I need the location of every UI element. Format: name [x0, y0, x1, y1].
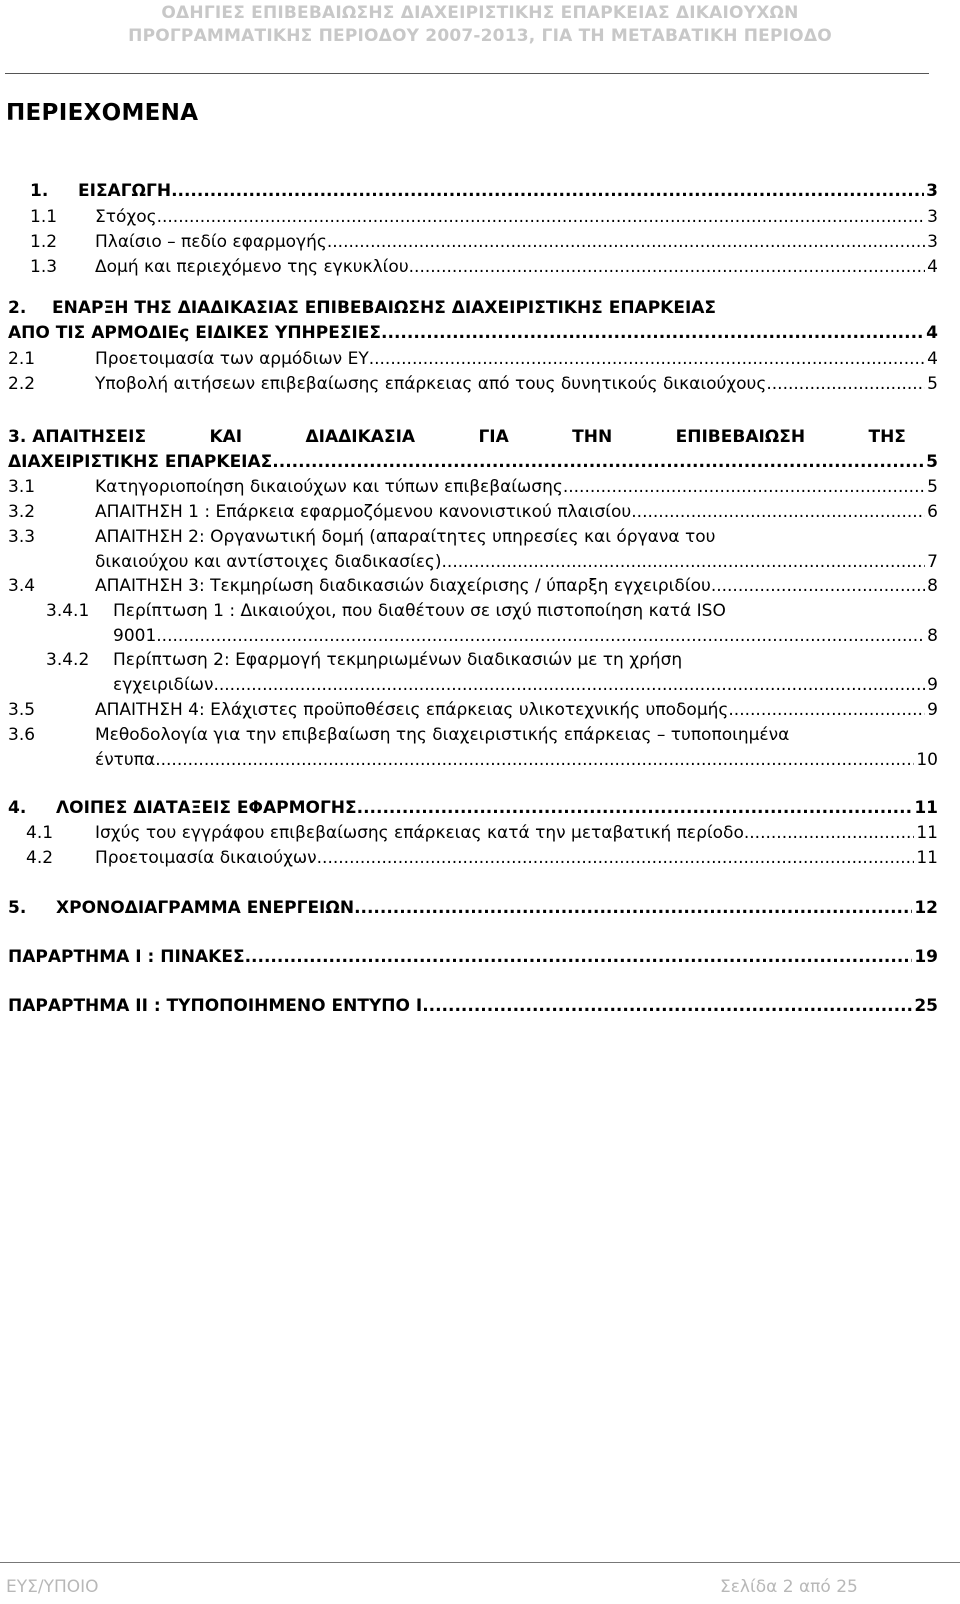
toc-page: 11	[916, 848, 938, 868]
toc-text: Υποβολή αιτήσεων επιβεβαίωσης επάρκειας από τους δυνητικούς δικαιούχους	[95, 374, 767, 394]
footer-divider	[0, 1562, 960, 1564]
toc-leader	[728, 698, 925, 723]
toc-page: 5	[927, 477, 938, 497]
toc-leader	[711, 574, 925, 599]
toc-text: Δομή και περιεχόμενο της εγκυκλίου	[95, 257, 409, 277]
toc-entry-5[interactable]	[8, 896, 938, 921]
toc-leader	[155, 748, 914, 773]
toc-entry-4-2[interactable]	[26, 846, 938, 871]
toc-page: 6	[927, 502, 938, 522]
toc-page: 8	[927, 626, 938, 646]
toc-text: Προετοιμασία δικαιούχων	[95, 848, 317, 868]
toc-leader	[381, 321, 924, 346]
toc-number: 2.1	[8, 349, 36, 369]
toc-text: ΛΟΙΠΕΣ ΔΙΑΤΑΞΕΙΣ ΕΦΑΡΜΟΓΗΣ	[56, 798, 357, 818]
toc-entry-2-1[interactable]	[8, 347, 938, 372]
toc-text-line-2: εγχειριδίων	[113, 675, 214, 695]
toc-number: 4.	[8, 798, 27, 818]
toc-leader	[766, 372, 925, 397]
toc-number: 3.1	[8, 477, 36, 497]
toc-number: 5.	[8, 898, 27, 918]
toc-leader	[354, 896, 912, 921]
toc-entry-annex-1[interactable]	[8, 945, 938, 970]
toc-leader	[357, 796, 913, 821]
toc-text: ΕΙΣΑΓΩΓΗ	[78, 181, 172, 201]
toc-number: 1.1	[30, 207, 58, 227]
toc-title: ΠΕΡΙΕΧΟΜΕΝΑ	[6, 100, 199, 126]
toc-entry-3-3[interactable]	[8, 525, 938, 575]
toc-number: 3.4.2	[46, 650, 90, 670]
toc-text: ΑΠΑΙΤΗΣΗ 3: Τεκμηρίωση διαδικασιών διαχείρισης / ύπαρξη εγχειριδίου	[95, 576, 711, 596]
toc-entry-1[interactable]	[30, 179, 938, 204]
header-title-line-1: ΟΔΗΓΙΕΣ ΕΠΙΒΕΒΑΙΩΣΗΣ ΔΙΑΧΕΙΡΙΣΤΙΚΗΣ ΕΠΑΡΚΕΙΑΣ ΔΙΚΑΙΟΥΧΩΝ	[161, 3, 799, 23]
toc-text-line-1: Περίπτωση 1 : Δικαιούχοι, που διαθέτουν σε ισχύ πιστοποίηση κατά ISO	[113, 601, 726, 621]
toc-text-line-2: 9001	[113, 626, 157, 646]
toc-number: 4.2	[26, 848, 54, 868]
toc-leader	[327, 230, 925, 255]
toc-word: ΤΗΣ	[868, 427, 906, 447]
toc-entry-1-3[interactable]	[30, 255, 938, 280]
toc-entry-3-5[interactable]	[8, 698, 938, 723]
toc-page: 5	[926, 452, 938, 472]
toc-number: 2.2	[8, 374, 36, 394]
toc-page: 12	[914, 898, 938, 918]
toc-text: Προετοιμασία των αρμόδιων ΕΥ	[95, 349, 369, 369]
toc-text-line-2: δικαιούχου και αντίστοιχες διαδικασίες)	[95, 552, 442, 572]
toc-leader	[272, 450, 924, 475]
toc-page: 10	[916, 750, 938, 770]
toc-page: 4	[926, 323, 938, 343]
toc-leader	[157, 205, 926, 230]
toc-leader	[213, 673, 925, 698]
footer-page-number: Σελίδα 2 από 25	[720, 1577, 858, 1597]
toc-number: 3. ΑΠΑΙΤΗΣΕΙΣ	[8, 427, 147, 447]
toc-page: 9	[927, 675, 938, 695]
toc-leader	[245, 945, 913, 970]
toc-page: 3	[927, 232, 938, 252]
toc-entry-2-2[interactable]	[8, 372, 938, 397]
toc-page: 9	[927, 700, 938, 720]
toc-entry-4-1[interactable]	[26, 821, 938, 846]
toc-leader	[749, 821, 914, 846]
toc-entry-1-1[interactable]	[30, 205, 938, 230]
toc-text: ΠΑΡΑΡΤΗΜΑ Ι : ΠΙΝΑΚΕΣ	[8, 947, 245, 967]
toc-page: 4	[927, 349, 938, 369]
toc-text: Πλαίσιο – πεδίο εφαρμογής	[95, 232, 327, 252]
toc-text-line-2: ΔΙΑΧΕΙΡΙΣΤΙΚΗΣ ΕΠΑΡΚΕΙΑΣ	[8, 452, 273, 472]
toc-number: 3.6	[8, 725, 36, 745]
toc-text: ΠΑΡΑΡΤΗΜΑ ΙΙ : ΤΥΠΟΠΟΙΗΜΕΝΟ ΕΝΤΥΠΟ Ι	[8, 996, 423, 1016]
toc-text-line-2: έντυπα	[95, 750, 156, 770]
toc-number: 3.4	[8, 576, 36, 596]
toc-number: 4.1	[26, 823, 54, 843]
toc-leader	[631, 500, 925, 525]
toc-entry-2[interactable]	[8, 296, 938, 346]
toc-text-line-1: Μεθοδολογία για την επιβεβαίωση της διαχειριστικής επάρκειας – τυποποιημένα	[95, 725, 790, 745]
toc-leader	[156, 624, 925, 649]
toc-leader	[409, 255, 926, 280]
toc-text-line-1: ΕΝΑΡΞΗ ΤΗΣ ΔΙΑΔΙΚΑΣΙΑΣ ΕΠΙΒΕΒΑΙΩΣΗΣ ΔΙΑΧΕΙΡΙΣΤΙΚΗΣ ΕΠΑΡΚΕΙΑΣ	[52, 298, 717, 318]
toc-text: ΑΠΑΙΤΗΣΗ 4: Ελάχιστες προϋποθέσεις επάρκειας υλικοτεχνικής υποδομής	[95, 700, 729, 720]
header-divider	[5, 73, 929, 74]
toc-page: 3	[927, 207, 938, 227]
toc-entry-annex-2[interactable]	[8, 994, 938, 1019]
header-title-line-2: ΠΡΟΓΡΑΜΜΑΤΙΚΗΣ ΠΕΡΙΟΔΟΥ 2007-2013, ΓΙΑ ΤΗ ΜΕΤΑΒΑΤΙΚΗ ΠΕΡΙΟΔΟ	[128, 26, 832, 46]
toc-leader	[422, 994, 912, 1019]
toc-number: 1.2	[30, 232, 58, 252]
toc-page: 5	[927, 374, 938, 394]
toc-word: ΤΗΝ	[572, 427, 613, 447]
toc-number: 3.4.1	[46, 601, 90, 621]
toc-text: ΑΠΑΙΤΗΣΗ 1 : Επάρκεια εφαρμοζόμενου κανονιστικού πλαισίου	[95, 502, 632, 522]
toc-leader	[317, 846, 915, 871]
toc-number: 3.5	[8, 700, 36, 720]
toc-entry-3[interactable]	[8, 425, 938, 475]
toc-word: ΔΙΑΔΙΚΑΣΙΑ	[305, 427, 416, 447]
toc-page: 19	[914, 947, 938, 967]
toc-text-line-2: ΑΠΟ ΤΙΣ ΑΡΜΟΔΙΕς ΕΙΔΙΚΕΣ ΥΠΗΡΕΣΙΕΣ	[8, 323, 382, 343]
toc-entry-3-6[interactable]	[8, 723, 938, 773]
toc-leader	[442, 550, 926, 575]
toc-page: 11	[916, 823, 938, 843]
toc-leader	[563, 475, 925, 500]
toc-page: 7	[927, 552, 938, 572]
toc-leader	[171, 179, 924, 204]
toc-text: Στόχος	[95, 207, 157, 227]
toc-text-line-1: Περίπτωση 2: Εφαρμογή τεκμηριωμένων διαδικασιών με τη χρήση	[113, 650, 683, 670]
toc-word: ΚΑΙ	[209, 427, 243, 447]
toc-entry-3-4[interactable]	[8, 574, 938, 599]
toc-word: ΓΙΑ	[478, 427, 509, 447]
toc-entry-3-4-2[interactable]	[46, 648, 938, 698]
toc-text: ΧΡΟΝΟΔΙΑΓΡΑΜΜΑ ΕΝΕΡΓΕΙΩΝ	[56, 898, 355, 918]
toc-page: 25	[914, 996, 938, 1016]
toc-number: 1.	[30, 181, 49, 201]
toc-number: 1.3	[30, 257, 58, 277]
toc-entry-4[interactable]	[8, 796, 938, 821]
toc-page: 11	[914, 798, 938, 818]
toc-number: 3.3	[8, 527, 36, 547]
toc-leader	[369, 347, 925, 372]
toc-entry-3-4-1[interactable]	[46, 599, 938, 649]
toc-page: 4	[927, 257, 938, 277]
toc-text: Ισχύς του εγγράφου επιβεβαίωσης επάρκειας κατά την μεταβατική περίοδο.	[95, 823, 750, 843]
toc-number: 2.	[8, 298, 27, 318]
toc-number: 3.2	[8, 502, 36, 522]
toc-page: 3	[926, 181, 938, 201]
footer-organization: ΕΥΣ/ΥΠΟΙΟ	[6, 1577, 99, 1597]
toc-entry-3-2[interactable]	[8, 500, 938, 525]
toc-text-line-1: ΑΠΑΙΤΗΣΗ 2: Οργανωτική δομή (απαραίτητες υπηρεσίες και όργανα του	[95, 527, 716, 547]
toc-text: Κατηγοριοποίηση δικαιούχων και τύπων επιβεβαίωσης	[95, 477, 563, 497]
toc-word: ΕΠΙΒΕΒΑΙΩΣΗ	[675, 427, 806, 447]
toc-entry-1-2[interactable]	[30, 230, 938, 255]
toc-entry-3-1[interactable]	[8, 475, 938, 500]
toc-page: 8	[927, 576, 938, 596]
